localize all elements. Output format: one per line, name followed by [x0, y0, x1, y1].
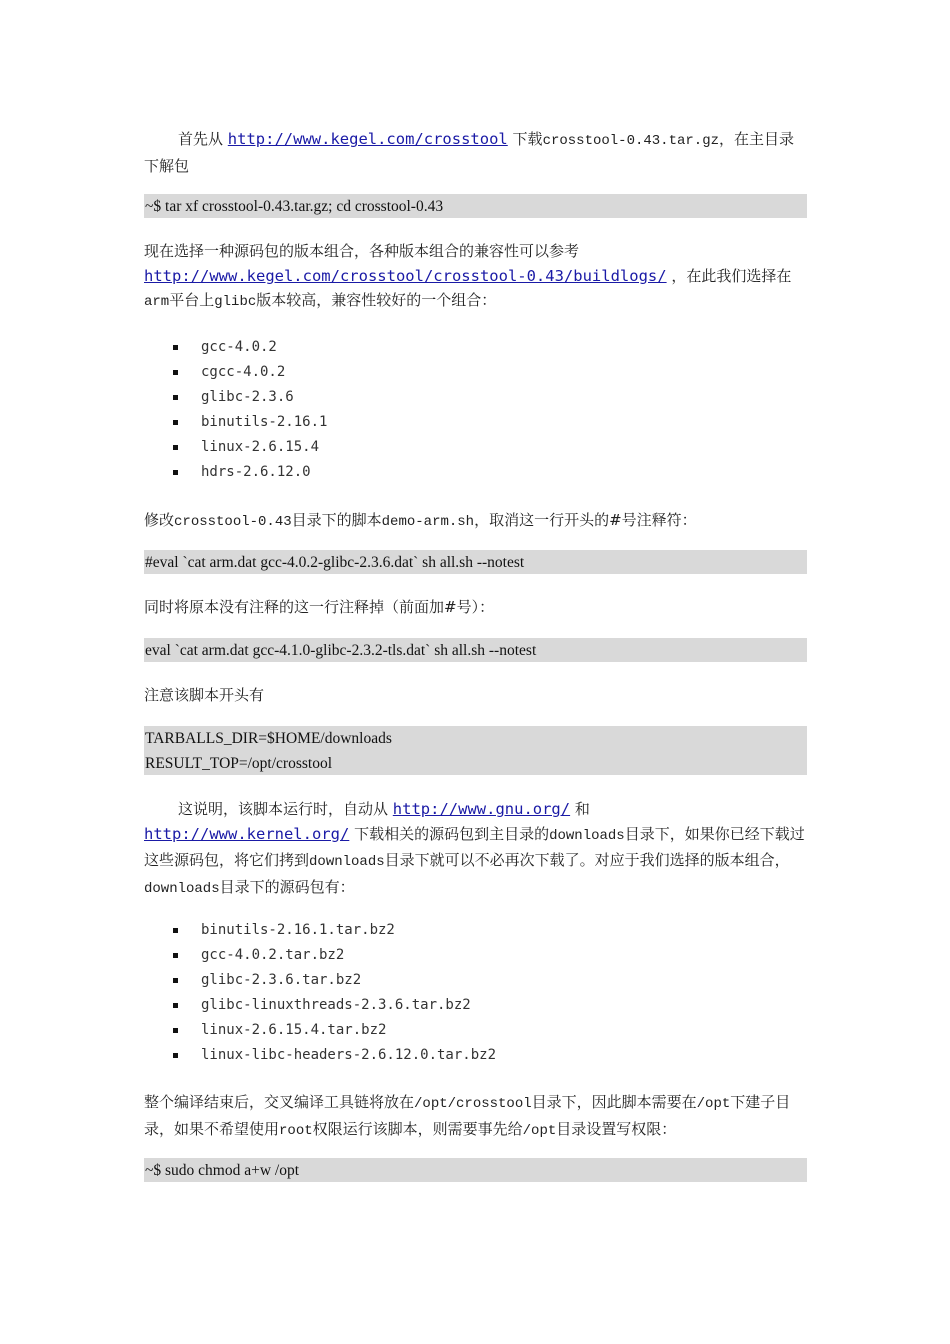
text: 目录下，因此脚本需要在 — [531, 1093, 697, 1111]
text: 平台上 — [169, 291, 215, 309]
list-item-text: linux-libc-headers-2.6.12.0.tar.bz2 — [201, 1047, 497, 1063]
bullet-icon — [173, 1003, 178, 1008]
paragraph-note — [144, 683, 807, 708]
list-item — [144, 435, 807, 460]
bullet-icon — [173, 345, 178, 350]
bullet-icon — [173, 420, 178, 425]
bullet-icon — [173, 953, 178, 958]
text: ，在主目录下解包 — [144, 130, 795, 175]
list-item — [144, 968, 807, 993]
link-kegel-crosstool[interactable]: http://www.kegel.com/crosstool — [227, 130, 508, 148]
bullet-icon — [173, 928, 178, 933]
bullet-icon — [173, 470, 178, 475]
text: 注意该脚本开头有 — [144, 686, 265, 704]
list-item-text: binutils-2.16.1 — [201, 414, 328, 430]
list-item-text: linux-2.6.15.4 — [201, 439, 320, 455]
code-block-env — [144, 726, 807, 775]
code-block-uncomment — [144, 550, 807, 574]
code-line: ~$ tar xf crosstool-0.43.tar.gz; cd crosstool-0.43 — [145, 198, 444, 215]
list-item-text: gcc-4.0.2.tar.bz2 — [201, 947, 345, 963]
bullet-icon — [173, 1053, 178, 1058]
inline-code: arm — [144, 294, 170, 310]
paragraph-explanation — [144, 797, 807, 901]
text: 版本较高，兼容性较好的一个组合： — [256, 291, 497, 309]
text: 同时将原本没有注释的这一行注释掉（前面加#号）： — [144, 598, 495, 616]
text: 目录下就可以不必再次下载了。对应于我们选择的版本组合， — [384, 851, 790, 869]
code-line: eval `cat arm.dat gcc-4.1.0-glibc-2.3.2-tls.dat` sh all.sh --notest — [145, 642, 537, 659]
inline-code: /opt — [522, 1122, 557, 1139]
list-item-text: binutils-2.16.1.tar.bz2 — [201, 922, 395, 938]
bullet-icon — [173, 370, 178, 375]
text: 下载相关的源码包到主目录的 — [349, 824, 550, 843]
list-item — [144, 385, 807, 410]
tarball-list — [144, 918, 807, 1068]
list-item-text: gcc-4.0.2 — [201, 339, 277, 355]
list-item — [144, 1043, 807, 1068]
link-gnu[interactable]: http://www.gnu.org/ — [392, 800, 571, 818]
code-line: RESULT_TOP=/opt/crosstool — [145, 755, 333, 772]
combo-list — [144, 335, 807, 485]
inline-code: downloads — [549, 827, 625, 844]
text: 目录设置写权限： — [556, 1119, 677, 1138]
list-item — [144, 410, 807, 435]
code-line: #eval `cat arm.dat gcc-4.0.2-glibc-2.3.6.dat` sh all.sh --notest — [145, 554, 525, 571]
link-buildlogs[interactable]: http://www.kegel.com/crosstool/crosstool-0.43/buildlogs/ — [144, 266, 667, 285]
list-item — [144, 943, 807, 968]
list-item — [144, 993, 807, 1018]
text: 目录下的源码包有： — [219, 877, 355, 896]
inline-code: downloads — [144, 880, 220, 897]
text: 和 — [570, 800, 590, 818]
code-block-extract — [144, 194, 807, 218]
inline-code: /opt/crosstool — [414, 1096, 532, 1112]
paragraph-download — [144, 127, 807, 178]
text: 下建子目录，如果不希望使用 — [144, 1093, 791, 1138]
text: ，在此我们选择在 — [666, 266, 792, 285]
text: 这说明，该脚本运行时，自动从 — [178, 800, 389, 818]
text: 目录下的脚本 — [291, 511, 382, 529]
text: ，取消这一行开头的#号注释符： — [474, 511, 697, 529]
text: 整个编译结束后，交叉编译工具链将放在 — [144, 1093, 415, 1111]
paragraph-comment-out — [144, 595, 807, 620]
list-item-text: glibc-linuxthreads-2.3.6.tar.bz2 — [201, 997, 471, 1013]
filename: crosstool-0.43.tar.gz — [542, 133, 719, 149]
bullet-icon — [173, 395, 178, 400]
list-item — [144, 1018, 807, 1043]
list-item — [144, 918, 807, 943]
inline-code: downloads — [309, 854, 385, 870]
code-block-chmod — [144, 1158, 807, 1182]
text: 下载 — [512, 130, 543, 148]
inline-code: /opt — [696, 1096, 731, 1112]
paragraph-modify-script — [144, 508, 807, 535]
list-item — [144, 460, 807, 485]
list-item-text: cgcc-4.0.2 — [201, 364, 286, 380]
text: 首先从 — [178, 130, 224, 148]
paragraph-choose-combo — [144, 239, 807, 315]
code-line: TARBALLS_DIR=$HOME/downloads — [145, 730, 392, 747]
list-item — [144, 335, 807, 360]
inline-code: root — [279, 1122, 313, 1139]
link-kernel[interactable]: http://www.kernel.org/ — [144, 824, 350, 843]
code-line: ~$ sudo chmod a+w /opt — [145, 1162, 300, 1179]
list-item-text: glibc-2.3.6 — [201, 389, 294, 405]
text: 现在选择一种源码包的版本组合，各种版本组合的兼容性可以参考 — [144, 242, 580, 260]
code-block-comment — [144, 638, 807, 662]
text: 修改 — [144, 511, 175, 529]
list-item-text: hdrs-2.6.12.0 — [201, 464, 311, 480]
bullet-icon — [173, 445, 178, 450]
inline-code: demo-arm.sh — [381, 514, 475, 530]
inline-code: crosstool-0.43 — [174, 514, 292, 530]
paragraph-permissions — [144, 1090, 807, 1143]
list-item-text: linux-2.6.15.4.tar.bz2 — [201, 1022, 387, 1038]
text: 权限运行该脚本，则需要事先给 — [312, 1119, 523, 1138]
list-item-text: glibc-2.3.6.tar.bz2 — [201, 972, 362, 988]
list-item — [144, 360, 807, 385]
inline-code: glibc — [214, 294, 257, 310]
bullet-icon — [173, 978, 178, 983]
text: 目录下，如果你已经下载过这些源码包，将它们拷到 — [144, 824, 805, 869]
bullet-icon — [173, 1028, 178, 1033]
